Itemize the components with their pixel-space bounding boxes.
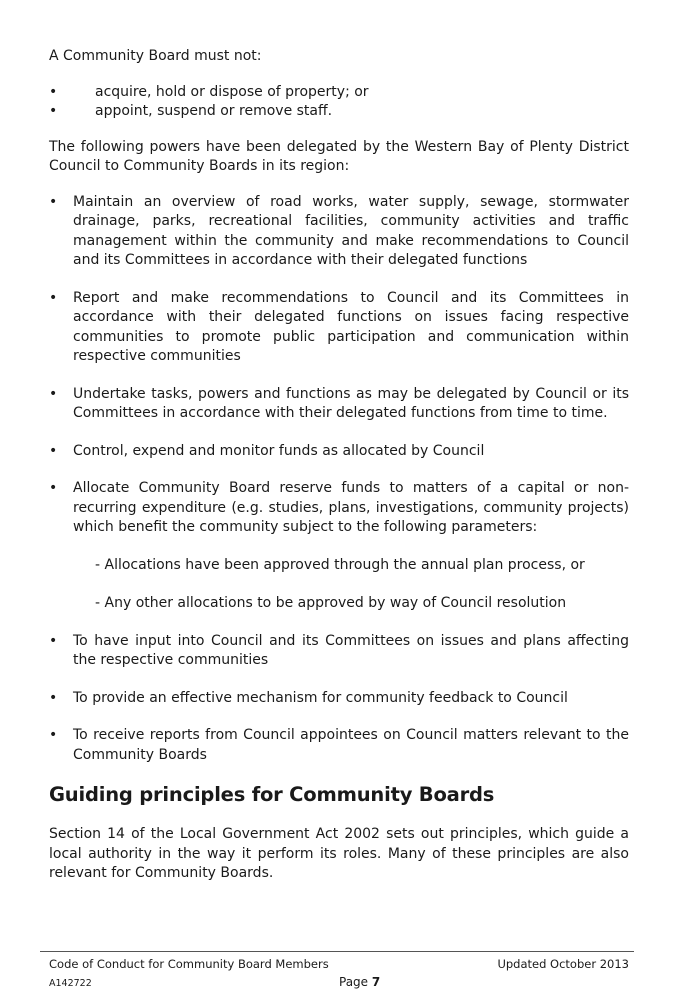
bullet-icon: •	[49, 480, 58, 496]
footer-divider	[40, 951, 634, 952]
document-body	[49, 47, 629, 884]
closing-paragraph: Section 14 of the Local Government Act 2002 sets out principles, which guide a local authority in the way it perform its roles. Many of these principles are also relevant for Community Boards.	[49, 826, 629, 881]
bullet-icon: •	[49, 193, 58, 210]
bullet-icon: •	[49, 289, 58, 306]
page-label: Page	[339, 975, 369, 989]
section-heading: Guiding principles for Community Boards	[49, 783, 495, 806]
list-item: • To have input into Council and its Committees on issues and plans affecting the respective communities	[49, 632, 629, 668]
bullet-icon: •	[49, 632, 58, 649]
sub-item: - Allocations have been approved through the annual plan process, or	[95, 556, 585, 573]
list-item: • appoint, suspend or remove staff.	[49, 102, 629, 122]
list-item: • Maintain an overview of road works, water supply, sewage, stormwater drainage, parks, recreational facilities, community activities and traffic management within the community and make recommendations to Council and its Committees in accordance with their delegated functions	[49, 193, 629, 268]
footer-updated: Updated October 2013	[497, 957, 629, 971]
intro-paragraph: A Community Board must not:	[49, 48, 262, 64]
page-number-value: 7	[371, 975, 381, 989]
powers-intro-paragraph: The following powers have been delegated by the Western Bay of Plenty District Council to Community Boards in its region:	[49, 138, 629, 174]
bullet-icon: •	[49, 103, 58, 119]
bullet-icon: •	[49, 385, 58, 402]
powers-list	[49, 193, 629, 766]
list-item: • Undertake tasks, powers and functions as may be delegated by Council or its Committees in accordance with their delegated functions from time to time.	[49, 385, 629, 421]
list-item: • acquire, hold or dispose of property; or	[49, 83, 629, 103]
bullet-icon: •	[49, 689, 58, 706]
bullet-icon: •	[49, 727, 58, 743]
restrictions-list	[49, 83, 629, 122]
list-item: • To receive reports from Council appointees on Council matters relevant to the Community Boards	[49, 727, 629, 763]
bullet-icon: •	[49, 442, 58, 459]
sub-item: - Any other allocations to be approved by way of Council resolution	[95, 595, 567, 611]
list-item: • Control, expend and monitor funds as allocated by Council	[49, 442, 629, 462]
footer-reference: A142722	[49, 978, 92, 989]
page-number	[339, 975, 380, 989]
list-item: • Allocate Community Board reserve funds to matters of a capital or non-recurring expenditure (e.g. studies, plans, investigations, community projects) which benefit the community subject to the following parameters: - Allocations have been approved through the annual plan process, or - Any other allocations to be approved by way of Council resolution	[49, 479, 629, 614]
list-item: • Report and make recommendations to Council and its Committees in accordance with their delegated functions on issues facing respective communities to promote public participation and communication within respective communities	[49, 289, 629, 364]
list-item: • To provide an effective mechanism for community feedback to Council	[49, 689, 629, 709]
footer-title: Code of Conduct for Community Board Members	[49, 957, 329, 971]
bullet-icon: •	[49, 83, 58, 100]
